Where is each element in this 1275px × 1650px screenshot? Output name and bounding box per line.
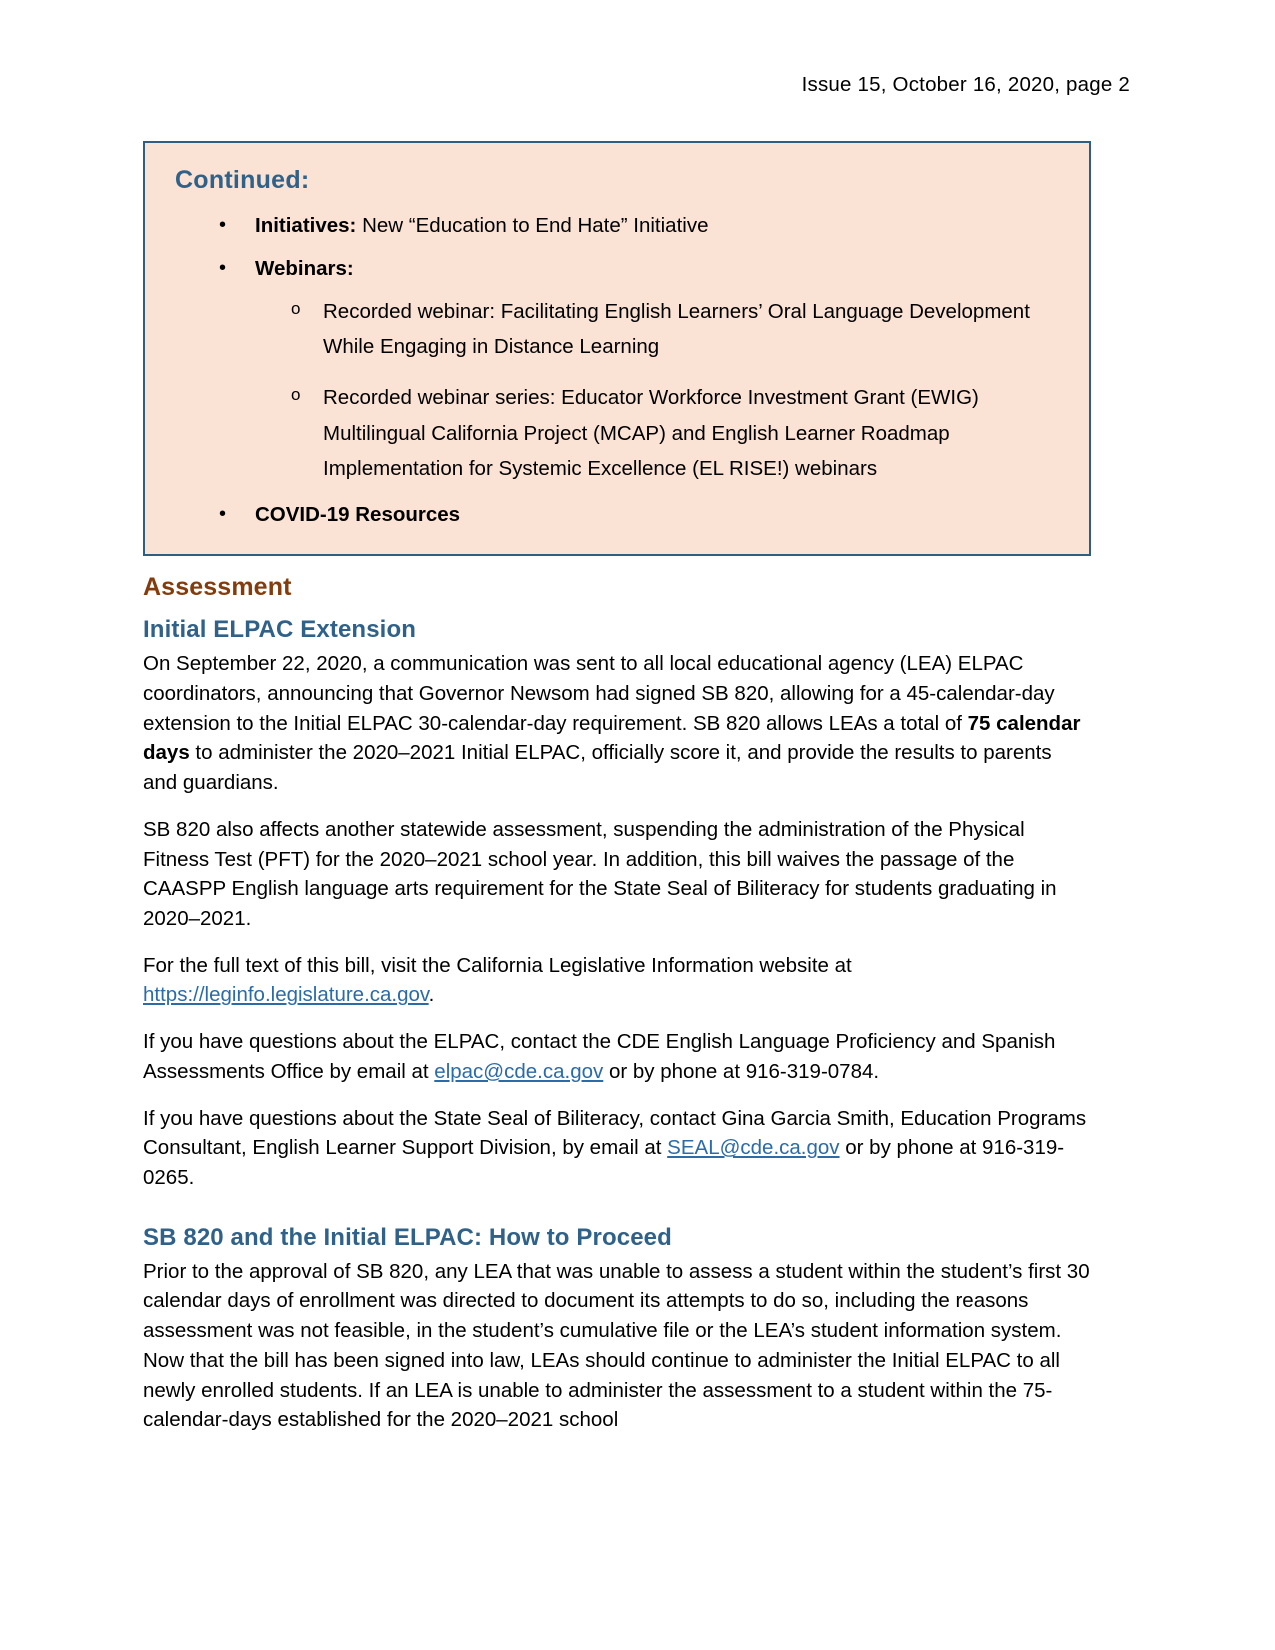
list-item-text: New “Education to End Hate” Initiative [356, 213, 709, 237]
callout-title: Continued: [175, 166, 310, 194]
list-item-text: Recorded webinar: Facilitating English Learners’ Oral Language Development While Engaging in Distance Learning [323, 299, 1030, 359]
link-email-seal[interactable]: SEAL@cde.ca.gov [667, 1136, 840, 1160]
section-heading-assessment: Assessment [143, 573, 292, 601]
link-leginfo-website[interactable]: https://leginfo.legislature.ca.gov [143, 983, 429, 1007]
list-item [255, 380, 1067, 486]
paragraph: Prior to the approval of SB 820, any LEA that was unable to assess a student within the student’s first 30 calendar days of enrollment was directed to document its attempts to do so, including the reasons assessment was not feasible, in the student’s cumulative file or the LEA’s student information system. Now that the bill has been signed into law, LEAs should continue to administer the Initial ELPAC to all newly enrolled students. If an LEA is unable to administer the assessment to a student within the 75-calendar-days established for the 2020–2021 school [143, 1259, 1090, 1432]
list-item [167, 211, 1067, 241]
link-email-elpac[interactable]: elpac@cde.ca.gov [434, 1059, 604, 1083]
bullet-filled-icon: • [219, 503, 227, 526]
subheading-sb820-how-to-proceed: SB 820 and the Initial ELPAC: How to Proceed [143, 1223, 672, 1251]
paragraph: SB 820 also affects another statewide assessment, suspending the administration of the Physical Fitness Test (PFT) for the 2020–2021 school year. In addition, this bill waives the passage of the CAASPP English language arts requirement for the State Seal of Biliteracy for students graduating in 2020–2021. [143, 817, 1057, 930]
list-item-lead-label: COVID-19 Resources [255, 503, 461, 527]
callout-sub-bullet-list [255, 294, 1067, 486]
bullet-filled-icon: • [219, 257, 227, 280]
list-item [167, 254, 1067, 486]
list-item-lead-label: Initiatives: [255, 213, 357, 237]
main-content [143, 572, 1091, 1435]
subheading-initial-elpac-extension: Initial ELPAC Extension [143, 616, 417, 644]
continued-callout-box [143, 141, 1091, 556]
paragraph-text: If you have questions about the State Seal of Biliteracy, contact Gina Garcia Smith, Education Programs Consultant, English Learner Support Division, by email at [143, 1106, 1087, 1160]
paragraph-text: or by phone at 916-319-0265. [143, 1136, 1065, 1190]
paragraph-text: If you have questions about the ELPAC, contact the CDE English Language Proficiency and Spanish Assessments Office by email at [143, 1030, 1056, 1083]
paragraph [143, 1104, 1091, 1193]
paragraph [143, 649, 1091, 798]
list-item [167, 500, 1067, 530]
list-item [255, 294, 1067, 365]
paragraph-text: On September 22, 2020, a communication was sent to all local educational agency (LEA) ELPAC coordinators, announcing that Governor Newsom had signed SB 820, allowing for a 45-calendar-day extension to the Initial ELPAC 30-calendar-day requirement. SB 820 allows LEAs a total of [143, 652, 1055, 735]
paragraph-text: For the full text of this bill, visit the California Legislative Information website at [143, 953, 852, 977]
paragraph-text: to administer the 2020–2021 Initial ELPAC, officially score it, and provide the results to parents and guardians. [143, 741, 1052, 795]
paragraph-text: or by phone at 916-319-0784. [603, 1059, 880, 1083]
paragraph-emphasis-75-calendar-days: 75 calendar days [143, 711, 1081, 765]
callout-bullet-list [167, 211, 1067, 530]
page-header-issue-line: Issue 15, October 16, 2020, page 2 [801, 73, 1130, 96]
bullet-filled-icon: • [219, 213, 227, 236]
paragraph [143, 951, 1091, 1010]
paragraph-text: . [428, 983, 435, 1007]
list-item-text: Recorded webinar series: Educator Workforce Investment Grant (EWIG) Multilingual California Project (MCAP) and English Learner Roadmap Implementation for Systemic Excellence (EL RISE!) webinars [323, 386, 979, 480]
list-item-lead-label: Webinars: [255, 257, 354, 281]
bullet-hollow-icon: o [291, 298, 301, 318]
bullet-hollow-icon: o [291, 385, 301, 405]
paragraph [143, 1027, 1091, 1086]
